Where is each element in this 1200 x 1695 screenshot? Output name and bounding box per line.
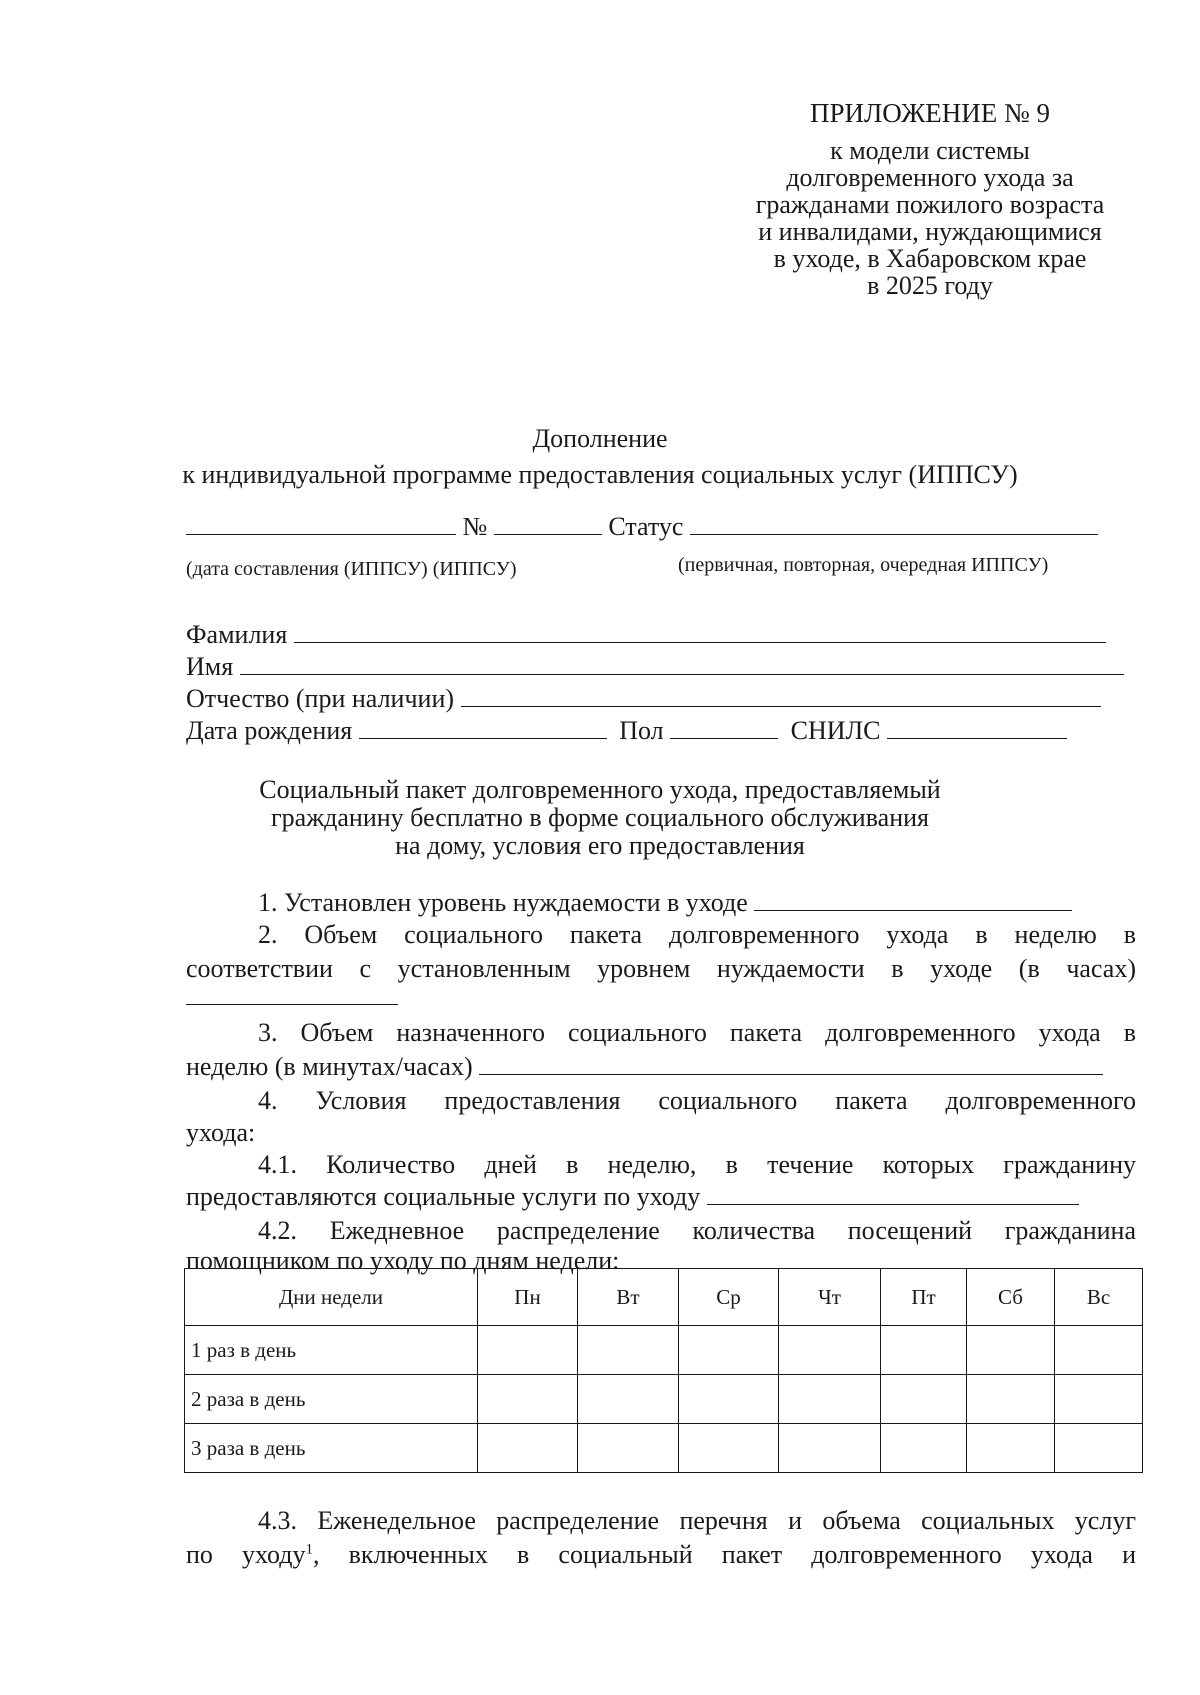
header-day: Вт (578, 1269, 679, 1326)
sex-blank[interactable] (670, 716, 778, 739)
birth-date-label: Дата рождения (186, 716, 353, 745)
table-cell[interactable] (679, 1375, 779, 1424)
table-cell[interactable] (1055, 1424, 1143, 1473)
table-cell[interactable] (478, 1424, 578, 1473)
table-cell[interactable] (578, 1375, 679, 1424)
item-3-line-1: 3. Объем назначенного социального пакета долговременного ухода в (258, 1018, 1136, 1047)
item-3-text: неделю (в минутах/часах) (186, 1052, 473, 1081)
name-label: Имя (186, 652, 234, 681)
item-3-line-2 (186, 1052, 1136, 1082)
item-2-line-2: соответствии с установленным уровнем нуждаемости в уходе (в часах) (186, 954, 1136, 983)
snils-blank[interactable] (887, 716, 1067, 739)
item-2-line-1: 2. Объем социального пакета долговременного ухода в неделю в (258, 920, 1136, 949)
birth-row (186, 716, 1067, 746)
table-cell[interactable] (578, 1424, 679, 1473)
appendix-line: в 2025 году (867, 271, 993, 300)
table-cell[interactable] (578, 1326, 679, 1375)
number-blank[interactable] (494, 512, 602, 535)
table-cell[interactable] (779, 1375, 881, 1424)
patronymic-row (186, 684, 1101, 714)
item-4-line-2: ухода: (186, 1118, 256, 1147)
row-label: 2 раза в день (185, 1375, 478, 1424)
appendix-title: ПРИЛОЖЕНИЕ № 9 (809, 98, 1051, 128)
item-1 (186, 888, 1136, 918)
table-cell[interactable] (679, 1326, 779, 1375)
date-caption: (дата составления (ИППСУ) (ИППСУ) (186, 558, 517, 580)
table-cell[interactable] (679, 1424, 779, 1473)
surname-row (186, 620, 1106, 650)
appendix-line: долговременного ухода за (786, 163, 1074, 192)
document-title: Дополнение (532, 424, 668, 453)
table-cell[interactable] (779, 1326, 881, 1375)
table-cell[interactable] (478, 1326, 578, 1375)
status-blank[interactable] (690, 512, 1098, 535)
status-row (186, 512, 1136, 542)
row-label: 1 раз в день (185, 1326, 478, 1375)
patronymic-label: Отчество (при наличии) (186, 684, 455, 713)
item-41-text: предоставляются социальные услуги по уходу (186, 1182, 701, 1211)
table-cell[interactable] (967, 1375, 1055, 1424)
weekly-hours-blank[interactable] (186, 982, 398, 1005)
table-cell[interactable] (881, 1375, 967, 1424)
document-subtitle: к индивидуальной программе предоставления социальных услуг (ИППСУ) (182, 460, 1018, 489)
appendix-line: в уходе, в Хабаровском крае (773, 244, 1087, 273)
item-42-line-1: 4.2. Ежедневное распределение количества посещений гражданина (258, 1216, 1136, 1245)
table-row (185, 1375, 1143, 1424)
item-41-line-2 (186, 1182, 1136, 1212)
name-row (186, 652, 1124, 682)
item-43-line-2 (186, 1540, 1136, 1570)
table-row (185, 1326, 1143, 1375)
table-cell[interactable] (881, 1424, 967, 1473)
date-blank[interactable] (186, 512, 456, 535)
package-heading (0, 776, 1200, 860)
package-heading-line: гражданину бесплатно в форме социального обслуживания (271, 803, 929, 832)
item-1-text: 1. Установлен уровень нуждаемости в уходе (258, 888, 748, 917)
footnote-marker: 1 (305, 1541, 314, 1558)
item-41-line-1: 4.1. Количество дней в неделю, в течение которых гражданину (258, 1150, 1136, 1179)
name-blank[interactable] (240, 652, 1124, 675)
table-cell[interactable] (779, 1424, 881, 1473)
item-42-line-2: помощником по уходу по дням недели: (186, 1246, 620, 1275)
status-caption: (первичная, повторная, очередная ИППСУ) (678, 554, 1049, 576)
table-cell[interactable] (967, 1424, 1055, 1473)
item-43-text-b: , включенных в социальный пакет долговременного ухода и (313, 1540, 1136, 1569)
sex-label: Пол (619, 716, 664, 745)
appendix-line: гражданами пожилого возраста (755, 190, 1105, 219)
header-day: Пт (881, 1269, 967, 1326)
status-label: Статус (608, 512, 684, 541)
assigned-volume-blank[interactable] (479, 1052, 1103, 1075)
item-43-text-a: по уходу (186, 1540, 306, 1569)
visits-table (184, 1268, 1143, 1473)
need-level-blank[interactable] (754, 888, 1072, 911)
appendix-header (730, 100, 1130, 299)
header-day: Пн (478, 1269, 578, 1326)
item-4-line-1: 4. Условия предоставления социального пакета долговременного (258, 1086, 1136, 1115)
table-row (185, 1424, 1143, 1473)
table-cell[interactable] (1055, 1375, 1143, 1424)
surname-blank[interactable] (294, 620, 1106, 643)
table-cell[interactable] (967, 1326, 1055, 1375)
days-per-week-blank[interactable] (707, 1182, 1079, 1205)
surname-label: Фамилия (186, 620, 288, 649)
table-header-row (185, 1269, 1143, 1326)
snils-label: СНИЛС (790, 716, 881, 745)
item-43-line-1: 4.3. Еженедельное распределение перечня и объема социальных услуг (258, 1506, 1136, 1535)
table-cell[interactable] (1055, 1326, 1143, 1375)
header-days-label: Дни недели (185, 1269, 478, 1326)
table-cell[interactable] (478, 1375, 578, 1424)
patronymic-blank[interactable] (461, 684, 1101, 707)
header-day: Чт (779, 1269, 881, 1326)
item-2-blank-row (186, 982, 398, 1010)
appendix-line: к модели системы (830, 136, 1030, 165)
birth-date-blank[interactable] (359, 716, 607, 739)
header-day: Ср (679, 1269, 779, 1326)
row-label: 3 раза в день (185, 1424, 478, 1473)
header-day: Вс (1055, 1269, 1143, 1326)
package-heading-line: на дому, условия его предоставления (395, 831, 805, 860)
table-cell[interactable] (881, 1326, 967, 1375)
package-heading-line: Социальный пакет долговременного ухода, предоставляемый (259, 775, 941, 804)
appendix-line: и инвалидами, нуждающимися (758, 217, 1102, 246)
number-label: № (462, 512, 488, 541)
header-day: Сб (967, 1269, 1055, 1326)
